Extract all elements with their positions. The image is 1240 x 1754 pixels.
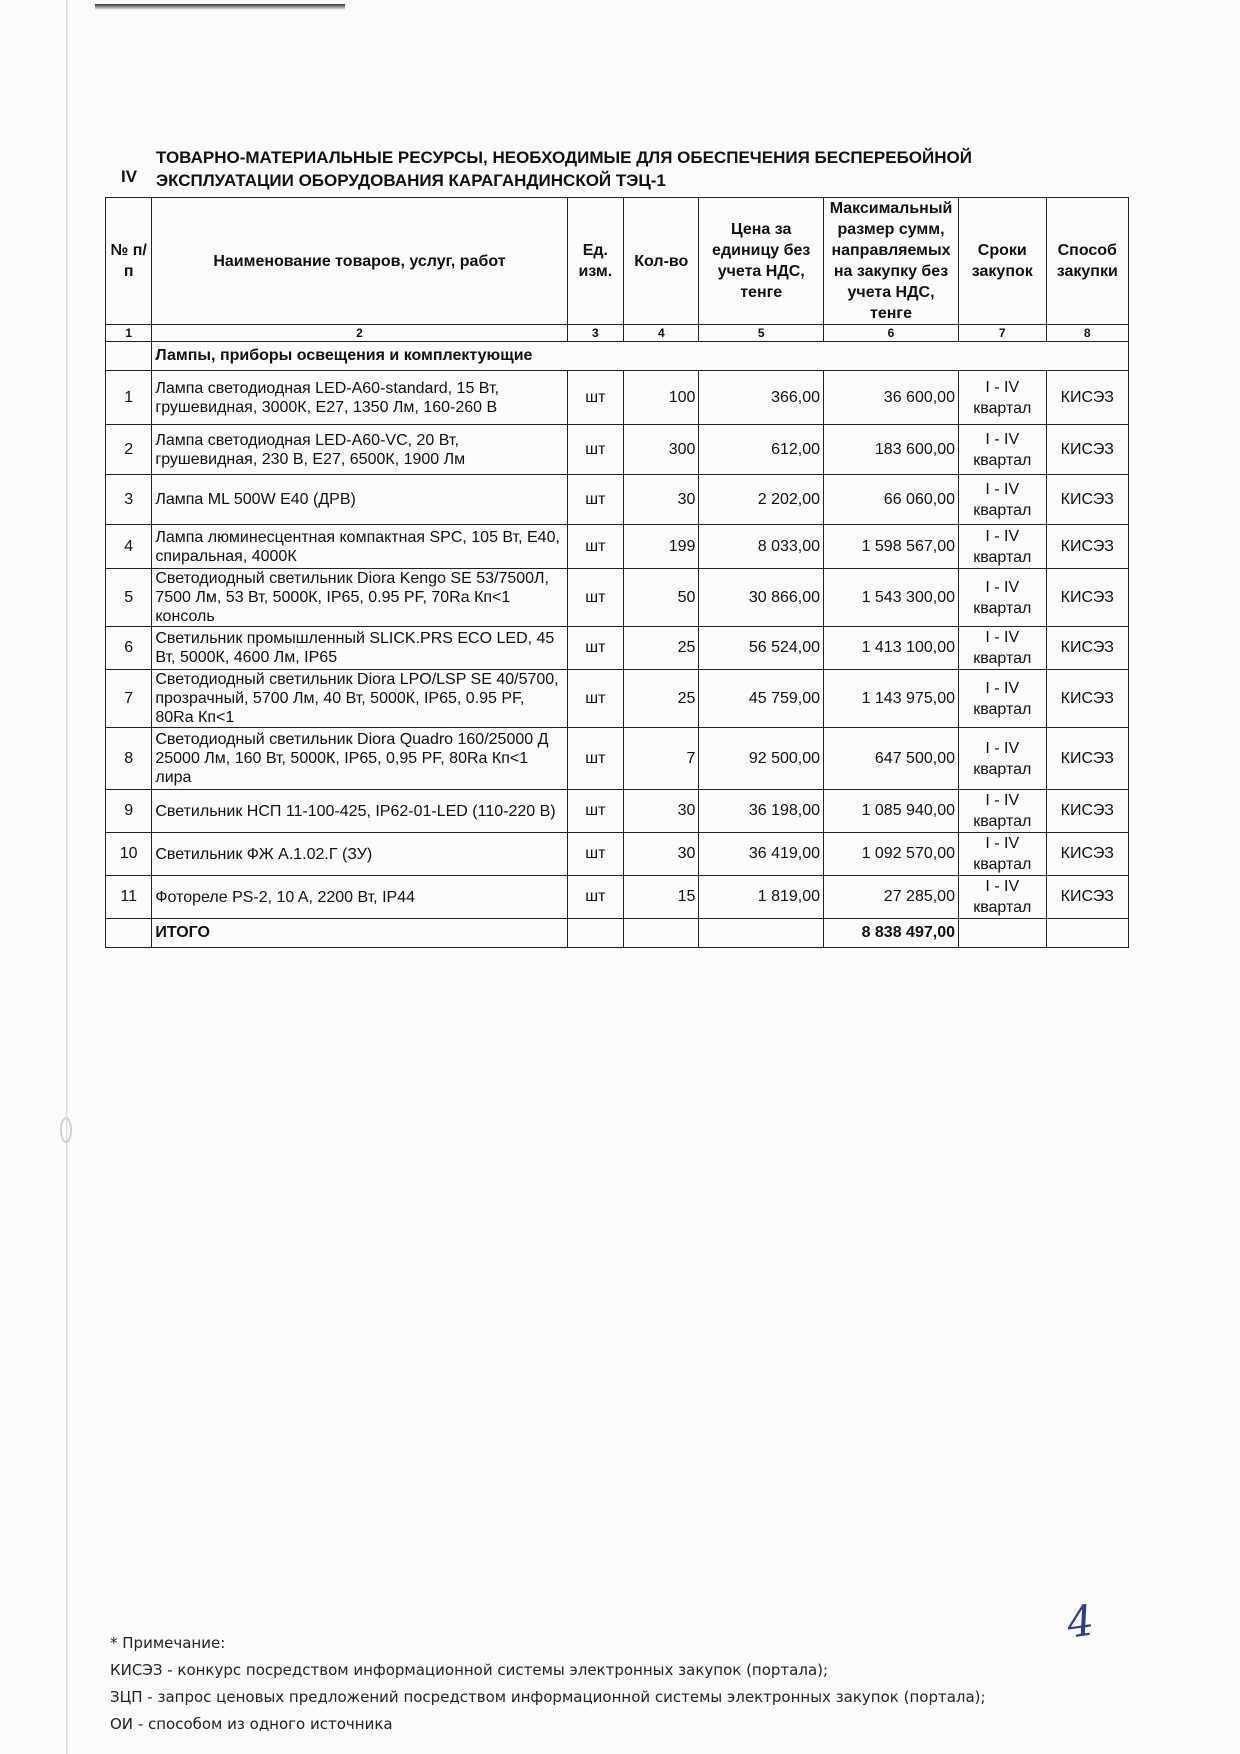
- item-method: КИСЭЗ: [1046, 670, 1128, 728]
- item-price: 366,00: [699, 371, 824, 425]
- item-qty: 30: [624, 475, 699, 525]
- table-row: [106, 833, 1129, 876]
- item-price: 30 866,00: [699, 569, 824, 627]
- item-unit: шт: [567, 627, 624, 670]
- row-number: 7: [106, 670, 152, 728]
- item-sum: 1 143 975,00: [824, 670, 959, 728]
- item-method: КИСЭЗ: [1046, 525, 1128, 569]
- item-method: КИСЭЗ: [1046, 371, 1128, 425]
- item-method: КИСЭЗ: [1046, 876, 1128, 919]
- total-sum: 8 838 497,00: [824, 919, 959, 948]
- item-qty: 30: [624, 833, 699, 876]
- column-number: 1: [106, 325, 152, 342]
- column-number: 8: [1046, 325, 1128, 342]
- item-name: Светодиодный светильник Diora Quadro 160/25000 Д 25000 Лм, 160 Вт, 5000К, IP65, 0,95 PF, 80Ra Кп<1 лира: [152, 728, 567, 790]
- item-name: Светильник промышленный SLICK.PRS ECO LED, 45 Вт, 5000К, 4600 Лм, IP65: [152, 627, 567, 670]
- item-term: I - IV квартал: [958, 670, 1046, 728]
- header-sum: Максимальный размер сумм, направляемых на закупку без учета НДС, тенге: [824, 198, 959, 325]
- item-sum: 1 543 300,00: [824, 569, 959, 627]
- column-number: 5: [699, 325, 824, 342]
- item-unit: шт: [567, 475, 624, 525]
- row-number: 8: [106, 728, 152, 790]
- item-unit: шт: [567, 876, 624, 919]
- table-row: [106, 371, 1129, 425]
- item-method: КИСЭЗ: [1046, 569, 1128, 627]
- item-price: 36 198,00: [699, 790, 824, 833]
- header-qty: Кол-во: [624, 198, 699, 325]
- row-number: 9: [106, 790, 152, 833]
- row-number: 2: [106, 425, 152, 475]
- category-label: Лампы, приборы освещения и комплектующие: [152, 342, 1129, 371]
- item-qty: 30: [624, 790, 699, 833]
- scan-left-edge: [66, 0, 68, 1754]
- table-row: [106, 790, 1129, 833]
- header-unit: Ед. изм.: [567, 198, 624, 325]
- column-number-row: [106, 325, 1129, 342]
- header-name: Наименование товаров, услуг, работ: [152, 198, 567, 325]
- item-sum: 66 060,00: [824, 475, 959, 525]
- item-unit: шт: [567, 371, 624, 425]
- item-method: КИСЭЗ: [1046, 728, 1128, 790]
- item-term: I - IV квартал: [958, 627, 1046, 670]
- item-sum: 27 285,00: [824, 876, 959, 919]
- footnote-line: КИСЭЗ - конкурс посредством информационной системы электронных закупок (портала);: [110, 1661, 829, 1679]
- table-row: [106, 627, 1129, 670]
- item-unit: шт: [567, 670, 624, 728]
- item-name: Светодиодный светильник Diora LPO/LSP SE 40/5700, прозрачный, 5700 Лм, 40 Вт, 5000К, IP65, 0.95 PF, 80Ra Кп<1: [152, 670, 567, 728]
- empty-cell: [567, 919, 624, 948]
- item-qty: 100: [624, 371, 699, 425]
- table-row: [106, 425, 1129, 475]
- item-price: 92 500,00: [699, 728, 824, 790]
- column-number: 2: [152, 325, 567, 342]
- column-number: 7: [958, 325, 1046, 342]
- item-price: 612,00: [699, 425, 824, 475]
- item-unit: шт: [567, 833, 624, 876]
- item-term: I - IV квартал: [958, 425, 1046, 475]
- item-price: 8 033,00: [699, 525, 824, 569]
- row-number: 11: [106, 876, 152, 919]
- item-name: Светодиодный светильник Diora Kengo SE 53/7500Л, 7500 Лм, 53 Вт, 5000К, IP65, 0.95 PF, 70Ra Кп<1 консоль: [152, 569, 567, 627]
- item-term: I - IV квартал: [958, 728, 1046, 790]
- item-unit: шт: [567, 569, 624, 627]
- row-number: 6: [106, 627, 152, 670]
- empty-cell: [699, 919, 824, 948]
- row-number: 4: [106, 525, 152, 569]
- scan-edge-shadow: [95, 4, 345, 10]
- row-number: 1: [106, 371, 152, 425]
- item-method: КИСЭЗ: [1046, 475, 1128, 525]
- empty-cell: [1046, 919, 1128, 948]
- item-name: Фотореле PS-2, 10 A, 2200 Вт, IP44: [152, 876, 567, 919]
- item-term: I - IV квартал: [958, 371, 1046, 425]
- item-price: 2 202,00: [699, 475, 824, 525]
- item-qty: 15: [624, 876, 699, 919]
- item-name: Лампа ML 500W E40 (ДРВ): [152, 475, 567, 525]
- item-sum: 1 413 100,00: [824, 627, 959, 670]
- header-row: [106, 198, 1129, 325]
- column-number: 6: [824, 325, 959, 342]
- item-unit: шт: [567, 425, 624, 475]
- item-qty: 300: [624, 425, 699, 475]
- item-sum: 36 600,00: [824, 371, 959, 425]
- item-price: 36 419,00: [699, 833, 824, 876]
- item-term: I - IV квартал: [958, 525, 1046, 569]
- punch-hole: [60, 1117, 72, 1143]
- item-sum: 1 598 567,00: [824, 525, 959, 569]
- column-number: 3: [567, 325, 624, 342]
- table-row: [106, 728, 1129, 790]
- item-sum: 1 092 570,00: [824, 833, 959, 876]
- item-sum: 1 085 940,00: [824, 790, 959, 833]
- item-name: Лампа люминесцентная компактная SPC, 105 Вт, Е40, спиральная, 4000К: [152, 525, 567, 569]
- row-number: 10: [106, 833, 152, 876]
- header-term: Сроки закупок: [958, 198, 1046, 325]
- item-qty: 7: [624, 728, 699, 790]
- item-method: КИСЭЗ: [1046, 790, 1128, 833]
- row-number: 3: [106, 475, 152, 525]
- empty-cell: [958, 919, 1046, 948]
- header-num: № п/п: [106, 198, 152, 325]
- item-term: I - IV квартал: [958, 569, 1046, 627]
- item-method: КИСЭЗ: [1046, 833, 1128, 876]
- item-name: Лампа светодиодная LED-A60-standard, 15 Вт, грушевидная, 3000К, E27, 1350 Лм, 160-260 В: [152, 371, 567, 425]
- item-name: Светильник ФЖ А.1.02.Г (ЗУ): [152, 833, 567, 876]
- empty-cell: [624, 919, 699, 948]
- section-title: ТОВАРНО-МАТЕРИАЛЬНЫЕ РЕСУРСЫ, НЕОБХОДИМЫЕ ДЛЯ ОБЕСПЕЧЕНИЯ БЕСПЕРЕБОЙНОЙ ЭКСПЛУАТАЦИИ ОБОРУДОВАНИЯ КАРАГАНДИНСКОЙ ТЭЦ-1: [156, 148, 972, 190]
- item-unit: шт: [567, 790, 624, 833]
- item-sum: 183 600,00: [824, 425, 959, 475]
- item-method: КИСЭЗ: [1046, 425, 1128, 475]
- item-price: 1 819,00: [699, 876, 824, 919]
- item-unit: шт: [567, 728, 624, 790]
- item-price: 56 524,00: [699, 627, 824, 670]
- footnote-title: * Примечание:: [110, 1634, 226, 1652]
- total-label: ИТОГО: [152, 919, 567, 948]
- table-row: [106, 569, 1129, 627]
- empty-cell: [106, 919, 152, 948]
- item-term: I - IV квартал: [958, 833, 1046, 876]
- table-row: [106, 876, 1129, 919]
- section-number: IV: [121, 167, 138, 186]
- table-row: [106, 670, 1129, 728]
- item-unit: шт: [567, 525, 624, 569]
- item-term: I - IV квартал: [958, 790, 1046, 833]
- total-row: [106, 919, 1129, 948]
- item-price: 45 759,00: [699, 670, 824, 728]
- header-method: Способ закупки: [1046, 198, 1128, 325]
- item-qty: 50: [624, 569, 699, 627]
- handwritten-page-number: 4: [1063, 1595, 1098, 1648]
- item-qty: 199: [624, 525, 699, 569]
- table-row: [106, 475, 1129, 525]
- column-number: 4: [624, 325, 699, 342]
- item-sum: 647 500,00: [824, 728, 959, 790]
- header-price: Цена за единицу без учета НДС, тенге: [699, 198, 824, 325]
- footnote-line: ЗЦП - запрос ценовых предложений посредством информационной системы электронных закупок (портала);: [110, 1688, 986, 1706]
- item-term: I - IV квартал: [958, 475, 1046, 525]
- item-name: Лампа светодиодная LED-A60-VC, 20 Вт, грушевидная, 230 В, Е27, 6500К, 1900 Лм: [152, 425, 567, 475]
- procurement-table: [105, 197, 1129, 948]
- row-number: 5: [106, 569, 152, 627]
- table-row: [106, 525, 1129, 569]
- item-qty: 25: [624, 627, 699, 670]
- item-term: I - IV квартал: [958, 876, 1046, 919]
- category-row: [106, 342, 1129, 371]
- item-qty: 25: [624, 670, 699, 728]
- footnote: [110, 1630, 986, 1738]
- footnote-line: ОИ - способом из одного источника: [110, 1715, 393, 1733]
- item-method: КИСЭЗ: [1046, 627, 1128, 670]
- item-name: Светильник НСП 11-100-425, IP62-01-LED (110-220 В): [152, 790, 567, 833]
